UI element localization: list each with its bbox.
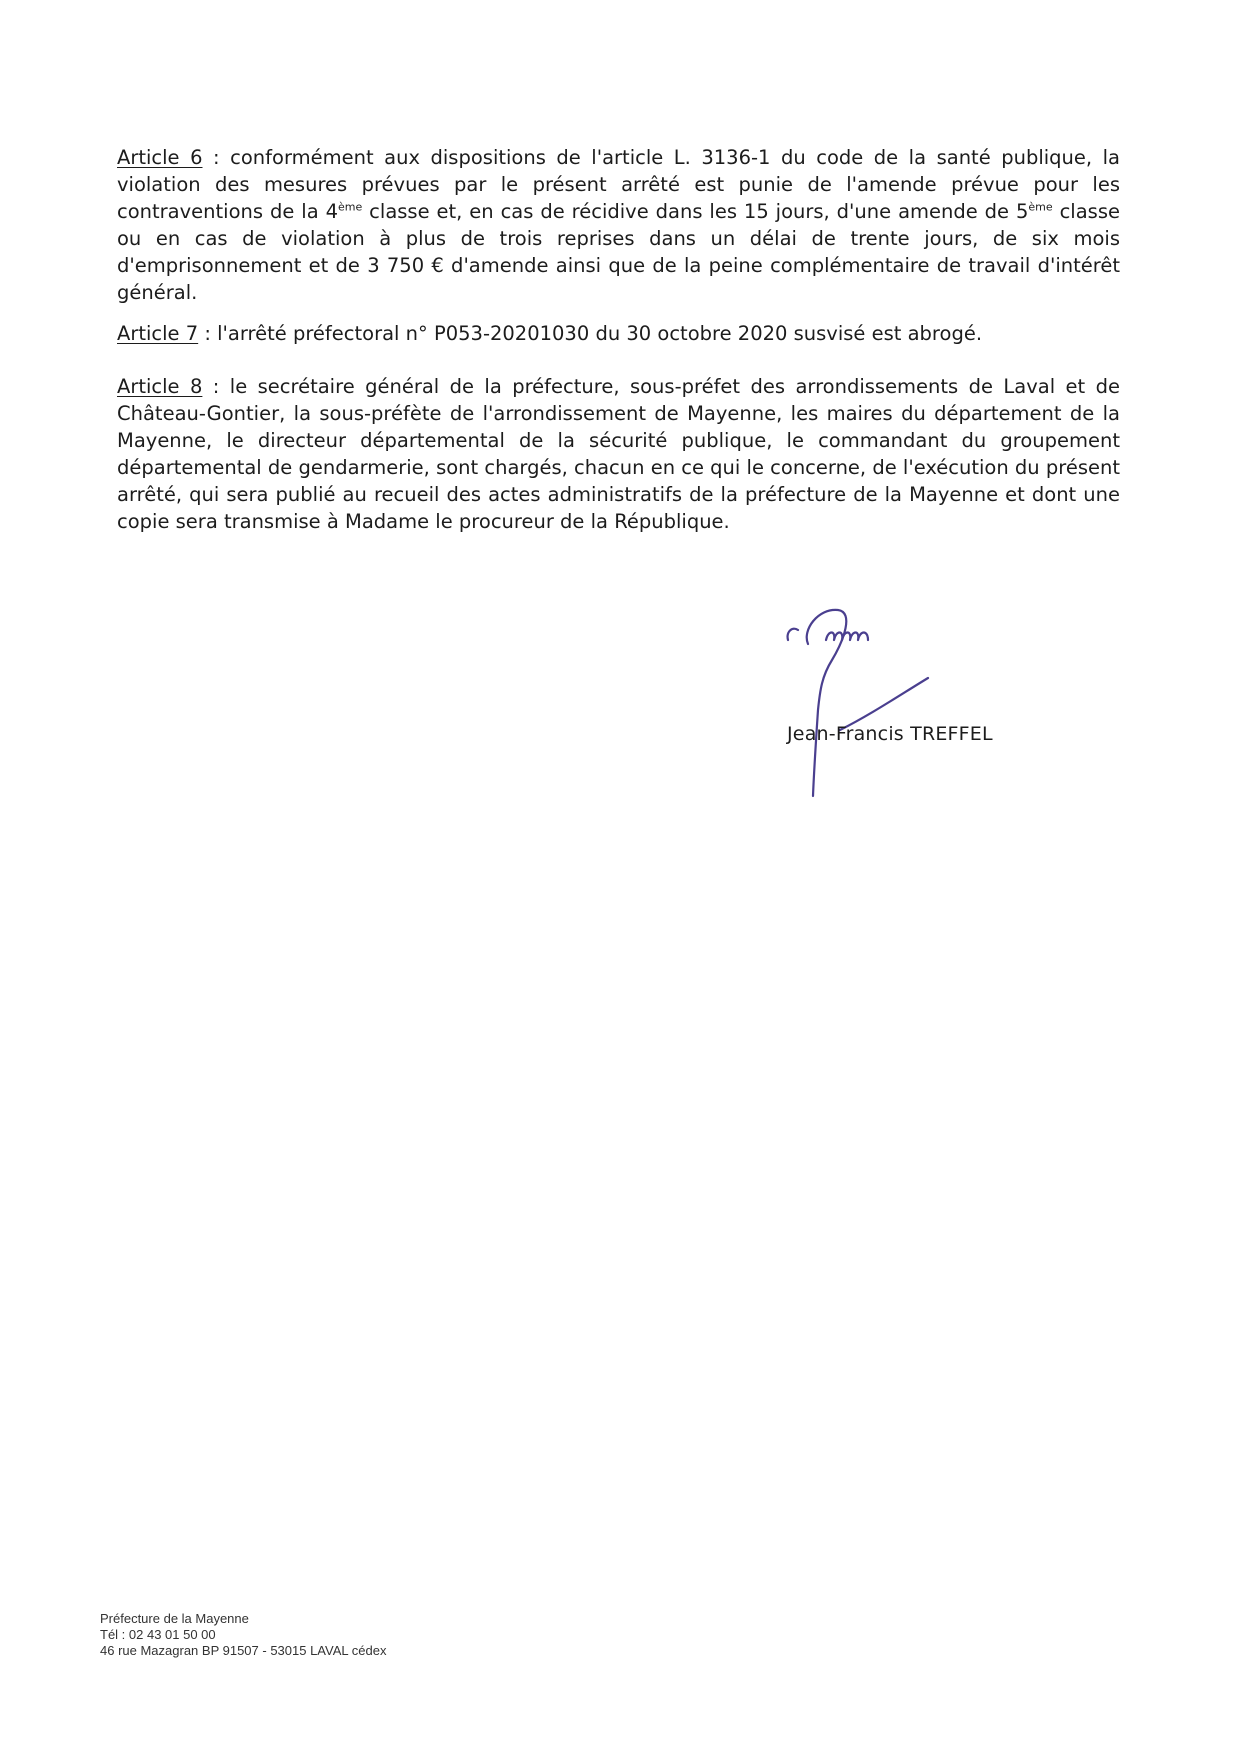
footer-address: [100, 1611, 386, 1659]
article-8-label: Article 8: [117, 375, 203, 398]
article-6-separator: :: [202, 146, 231, 169]
article-6-label: Article 6: [117, 146, 203, 169]
footer-street: 46 rue Mazagran BP 91507 - 53015 LAVAL cédex: [100, 1643, 387, 1658]
article-7-separator: :: [198, 322, 218, 345]
footer-phone: Tél : 02 43 01 50 00: [100, 1627, 216, 1642]
article-8-text: le secrétaire général de la préfecture, sous-préfet des arrondissements de Laval et de Château-Gontier, la sous-préfète de l'arrondissement de Mayenne, les maires du département de la Mayenne, le directeur départemental de la sécurité publique, le commandant du groupement départemental de gendarmerie, sont chargés, chacun en ce qui le concerne, de l'exécution du présent arrêté, qui sera publié au recueil des actes administratifs de la préfecture de la Mayenne et dont une copie sera transmise à Madame le procureur de la République.: [117, 375, 1120, 533]
article-6-text-mid: classe et, en cas de récidive dans les 15 jours, d'une amende de 5: [362, 200, 1029, 223]
footer-prefecture: Préfecture de la Mayenne: [100, 1611, 249, 1626]
article-7-label: Article 7: [117, 322, 199, 345]
article-6-superscript-2: ème: [1028, 200, 1053, 214]
article-6-text-tail: classe ou en cas de violation à plus de trois reprises dans un délai de trente jours, de six mois d'emprisonnement et de 3 750 € d'amende ainsi que de la peine complémentaire de travail d'intérêt général.: [117, 200, 1120, 304]
article-6-superscript-1: ème: [337, 200, 363, 214]
signature-block: [780, 600, 1030, 800]
handwritten-signature: [780, 600, 1030, 800]
signature-stroke-tick: [788, 629, 798, 640]
article-8: [117, 373, 1120, 535]
article-6: [117, 144, 1120, 306]
signature-stroke-m1: [826, 633, 868, 641]
article-8-separator: :: [202, 375, 230, 398]
article-6-text-lead: conformément aux dispositions de l'article L. 3136-1 du code de la santé publique, la violation des mesures prévues par le présent arrêté est punie de l'amende prévue pour les contraventions de la 4: [117, 146, 1120, 223]
article-7-text: l'arrêté préfectoral n° P053-20201030 du 30 octobre 2020 susvisé est abrogé.: [217, 322, 983, 345]
article-7: [117, 320, 1120, 347]
signer-name: Jean-Francis TREFFEL: [787, 723, 993, 745]
signature-strokes: [788, 610, 928, 796]
